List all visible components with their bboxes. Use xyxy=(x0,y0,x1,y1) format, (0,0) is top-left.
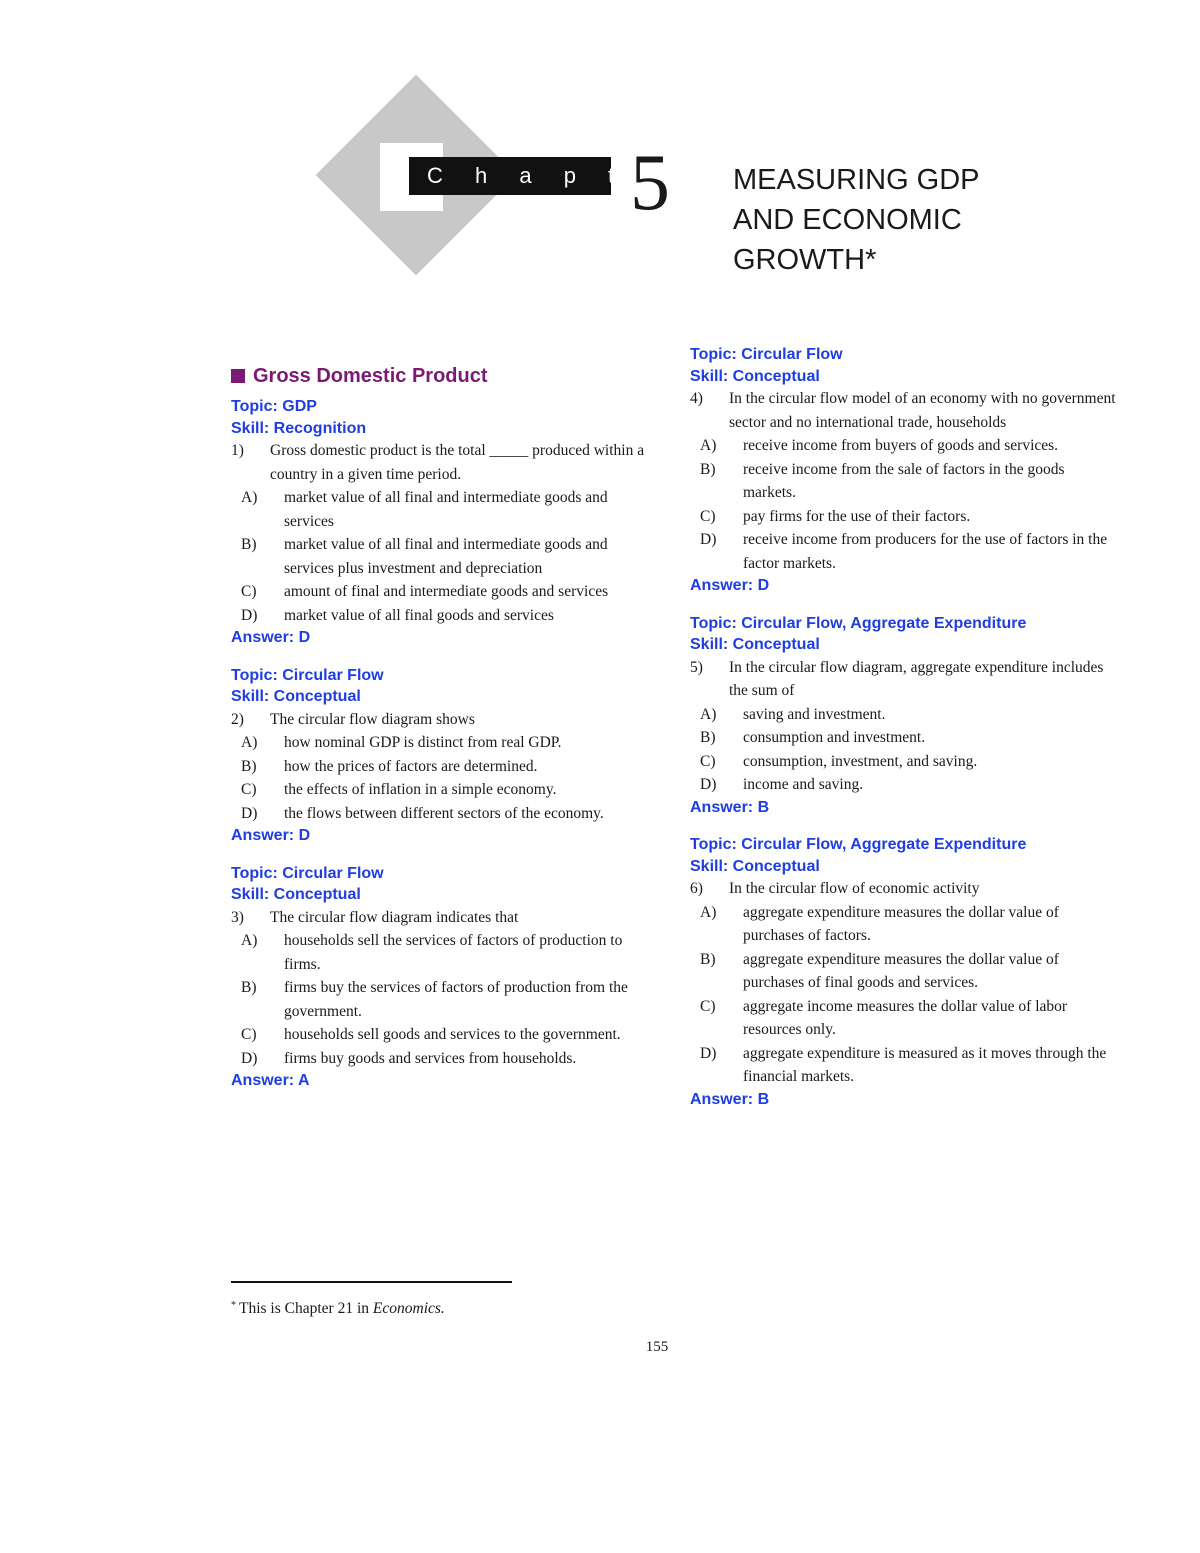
question-text: Gross domestic product is the total _____ produced within a country in a given time period. xyxy=(270,442,645,483)
option-label: D) xyxy=(700,1044,717,1062)
answer-option xyxy=(690,434,1120,458)
answer-option xyxy=(231,1023,656,1047)
option-label: A) xyxy=(700,705,717,723)
section-heading xyxy=(231,362,656,390)
option-text: receive income from producers for the use of factors in the factor markets. xyxy=(743,531,1108,572)
option-text: aggregate expenditure is measured as it moves through the financial markets. xyxy=(743,1044,1107,1085)
option-text: market value of all final goods and services xyxy=(284,606,554,624)
answer-option xyxy=(231,604,656,628)
option-label: D) xyxy=(700,531,717,548)
answer-key: Answer: B xyxy=(690,798,770,816)
question-block xyxy=(690,344,1120,597)
question-block xyxy=(231,863,656,1092)
answer-option xyxy=(690,773,1120,797)
question-stem xyxy=(690,656,1120,703)
answer-option xyxy=(231,533,656,580)
answer-option xyxy=(690,726,1120,750)
option-text: firms buy the services of factors of production from the government. xyxy=(284,979,628,1020)
answer-option xyxy=(231,731,656,755)
answer-key: Answer: A xyxy=(231,1072,310,1089)
question-stem xyxy=(690,387,1120,434)
answer-option xyxy=(690,750,1120,774)
right-column xyxy=(690,344,1120,1126)
option-text: the flows between different sectors of the economy. xyxy=(284,804,604,822)
option-text: firms buy goods and services from households. xyxy=(284,1049,577,1067)
answer-option xyxy=(690,901,1120,948)
question-stem xyxy=(231,906,656,930)
answer-option xyxy=(690,458,1120,505)
chapter-title-line: AND ECONOMIC xyxy=(733,204,962,236)
question-number: 6) xyxy=(690,880,703,897)
question-skill: Skill: Conceptual xyxy=(231,886,361,903)
question-number: 5) xyxy=(690,658,703,676)
answer-option xyxy=(690,703,1120,727)
chapter-label: C h a p t e r xyxy=(409,157,611,195)
question-text: The circular flow diagram shows xyxy=(270,710,475,728)
option-label: B) xyxy=(241,536,257,553)
question-skill: Skill: Conceptual xyxy=(690,636,820,653)
answer-option xyxy=(231,755,656,779)
option-text: market value of all final and intermediate goods and services plus investment and depreciation xyxy=(284,536,608,577)
option-text: how the prices of factors are determined. xyxy=(284,757,538,775)
question-number: 3) xyxy=(231,908,244,926)
question-stem xyxy=(231,708,656,732)
option-text: households sell the services of factors of production to firms. xyxy=(284,932,623,973)
question-block xyxy=(231,665,656,847)
answer-option xyxy=(690,505,1120,529)
question-number: 2) xyxy=(231,710,244,728)
question-skill: Skill: Conceptual xyxy=(690,367,820,385)
question-number: 1) xyxy=(231,442,244,459)
option-text: income and saving. xyxy=(743,776,864,793)
option-text: receive income from buyers of goods and services. xyxy=(743,437,1059,454)
option-label: D) xyxy=(700,776,717,793)
question-skill: Skill: Conceptual xyxy=(231,688,361,705)
option-text: market value of all final and intermediate goods and services xyxy=(284,489,608,530)
option-label: B) xyxy=(241,757,257,775)
question-topic: Topic: Circular Flow, Aggregate Expenditure xyxy=(690,836,1027,853)
answer-option xyxy=(231,778,656,802)
chapter-number: 5 xyxy=(630,139,670,227)
question-topic: Topic: Circular Flow xyxy=(231,864,384,882)
option-text: how nominal GDP is distinct from real GDP. xyxy=(284,734,562,751)
question-text: In the circular flow diagram, aggregate expenditure includes the sum of xyxy=(729,658,1104,699)
option-label: C) xyxy=(241,1026,257,1043)
question-topic: Topic: GDP xyxy=(231,398,317,415)
answer-option xyxy=(231,486,656,533)
option-text: consumption, investment, and saving. xyxy=(743,752,978,770)
question-topic: Topic: Circular Flow, Aggregate Expenditure xyxy=(690,614,1027,632)
question-block xyxy=(690,613,1120,819)
answer-option xyxy=(690,528,1120,575)
option-text: saving and investment. xyxy=(743,705,886,723)
option-text: consumption and investment. xyxy=(743,729,926,746)
answer-option xyxy=(231,802,656,826)
option-label: C) xyxy=(700,997,716,1015)
option-label: C) xyxy=(700,507,716,525)
answer-option xyxy=(690,995,1120,1042)
answer-option xyxy=(231,580,656,604)
question-stem xyxy=(690,877,1120,901)
footnote xyxy=(231,1295,445,1320)
question-block xyxy=(690,834,1120,1110)
question-topic: Topic: Circular Flow xyxy=(231,666,384,684)
option-text: pay firms for the use of their factors. xyxy=(743,507,971,525)
answer-key: Answer: D xyxy=(231,827,311,844)
question-stem xyxy=(231,439,656,486)
answer-key: Answer: D xyxy=(231,629,311,646)
question-text: In the circular flow model of an economy with no government sector and no international trade, households xyxy=(729,390,1116,431)
question-text: In the circular flow of economic activity xyxy=(729,880,980,897)
option-label: A) xyxy=(700,903,717,921)
option-label: D) xyxy=(241,804,258,822)
option-text: aggregate expenditure measures the dollar value of purchases of final goods and services. xyxy=(743,950,1059,991)
option-label: A) xyxy=(241,734,258,751)
option-text: aggregate income measures the dollar value of labor resources only. xyxy=(743,997,1068,1038)
option-text: receive income from the sale of factors in the goods markets. xyxy=(743,460,1065,501)
option-label: B) xyxy=(241,979,257,996)
option-label: C) xyxy=(700,752,716,770)
answer-option xyxy=(690,948,1120,995)
answer-key: Answer: B xyxy=(690,1090,770,1108)
option-text: aggregate expenditure measures the dollar value of purchases of factors. xyxy=(743,903,1059,944)
option-label: C) xyxy=(241,781,257,798)
question-topic: Topic: Circular Flow xyxy=(690,346,843,363)
section-square-icon xyxy=(231,369,245,383)
option-label: C) xyxy=(241,583,257,600)
answer-option xyxy=(231,929,656,976)
chapter-title-line: MEASURING GDP xyxy=(733,164,980,196)
answer-option xyxy=(690,1042,1120,1089)
option-label: D) xyxy=(241,1049,258,1067)
answer-option xyxy=(231,1047,656,1071)
question-number: 4) xyxy=(690,390,703,407)
footnote-text: This is Chapter 21 in xyxy=(239,1300,373,1317)
option-text: households sell goods and services to the government. xyxy=(284,1026,621,1043)
chapter-title xyxy=(733,160,980,280)
option-label: A) xyxy=(241,489,258,506)
option-label: B) xyxy=(700,950,716,968)
footnote-rule xyxy=(231,1281,512,1283)
option-label: A) xyxy=(700,437,717,454)
option-label: B) xyxy=(700,460,716,478)
option-label: B) xyxy=(700,729,716,746)
question-block xyxy=(231,396,656,649)
answer-key: Answer: D xyxy=(690,577,770,594)
question-text: The circular flow diagram indicates that xyxy=(270,908,519,926)
footnote-book-title: Economics. xyxy=(372,1300,445,1317)
section-title-text: Gross Domestic Product xyxy=(253,365,488,387)
question-skill: Skill: Recognition xyxy=(231,419,367,437)
left-column xyxy=(231,362,656,1108)
page-number: 155 xyxy=(645,1339,669,1355)
option-text: the effects of inflation in a simple economy. xyxy=(284,781,557,798)
chapter-title-line: GROWTH* xyxy=(733,244,877,276)
footnote-marker: * xyxy=(231,1300,236,1311)
option-text: amount of final and intermediate goods and services xyxy=(284,583,609,600)
option-label: A) xyxy=(241,932,258,949)
option-label: D) xyxy=(241,606,258,624)
answer-option xyxy=(231,976,656,1023)
question-skill: Skill: Conceptual xyxy=(690,857,820,875)
